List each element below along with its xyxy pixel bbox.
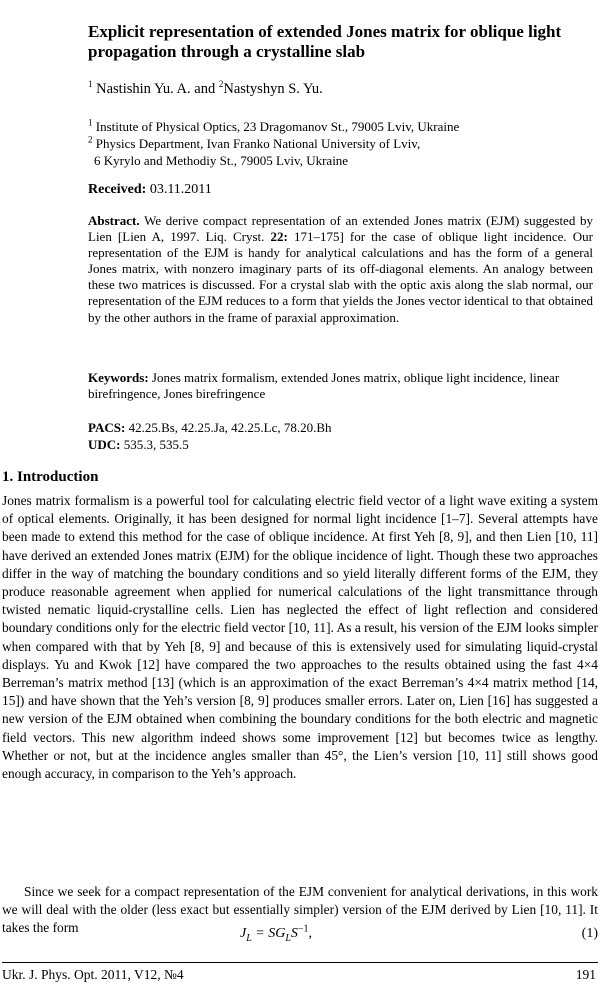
author1-name: Nastishin Yu. A.: [96, 81, 191, 97]
page-number: 191: [575, 967, 596, 982]
keywords: [88, 370, 593, 402]
equation-formula: [240, 923, 313, 944]
intro-paragraph-1: Jones matrix formalism is a powerful tool for calculating electric field vector of a light wave exiting a system of optical elements. Originally, it has been designed for normal light incidence [1–7]. Several attempts have been made to extend this method for the case of oblique incidence. At first Yeh [8, 9], and then Lien [10, 11] have derived an extended Jones matrix (EJM) for the oblique incidence of light. Though these two approaches differ in the way of matching the boundary conditions and so yield literally different forms of the EJM, they produce reasonable agreement when applied for numerical calculations of the light transmittance through twisted nematic liquid-crystalline cells. Lien has neglected the effect of light reflection and considered boundary conditions only for the electric field vector [10, 11]. As a result, his version of the EJM looks simpler when compared with that by Yeh [8, 9] and because of this is extensively used for simulating liquid-crystal displays. Yu and Kwok [12] have compared the two approaches to the results obtained using the fast 4×4 Berreman’s matrix method [13] (which is an approximation of the exact Berreman’s 4×4 matrix method [14, 15]) and have shown that the Yeh’s version [8, 9] produces smaller errors. Later on, Lien [16] has suggested a new version of the EJM obtained when combining the boundary conditions for the both electric and magnetic field vectors. This new algorithm indeed shows some improvement [12] but becomes twice as lengthy. Whether or not, but at the incidence angles smaller than 45°, the Lien’s version [10, 11] still shows good enough accuracy, in comparison to the Yeh’s approach.: [2, 493, 598, 782]
pacs-line: [88, 420, 332, 437]
affil1-text: Institute of Physical Optics, 23 Dragomanov St., 79005 Lviv, Ukraine: [95, 119, 460, 134]
abstract: [88, 213, 593, 326]
footer-divider: [2, 962, 598, 963]
equation-1: [0, 923, 600, 946]
abstract-volume: 22:: [270, 229, 288, 245]
affiliation-2-address: 6 Kyrylo and Methodiy St., 79005 Lviv, Ukraine: [94, 153, 349, 168]
udc-line: [88, 437, 332, 454]
keywords-label: Keywords:: [88, 370, 149, 385]
received-date: [88, 182, 212, 198]
affiliation-2: [88, 135, 593, 152]
abstract-text-b: 171–175] for the case of oblique light incidence. Our representation of the EJM is handy for analytical calculations and has the form of a general Jones matrix, with nonzero imaginary parts of its off-diagonal elements. An analogy between these two matrices is discussed. For a crystal slab with the optic axis along the slab normal, our representation of the EJM reduces to a form that yields the Jones vector identical to that obtained by the other authors in the frame of paraxial approximation.: [88, 229, 593, 325]
udc-text: 535.3, 535.5: [123, 436, 189, 452]
affiliations: [88, 118, 593, 169]
pacs-label: PACS:: [88, 420, 126, 435]
keywords-text: Jones matrix formalism, extended Jones matrix, oblique light incidence, linear birefringence, Jones birefringence: [88, 370, 560, 402]
abstract-text-a: We derive compact representation of an extended Jones matrix (EJM) suggested by Lien [Lien A, 1997. Liq. Cryst.: [88, 213, 594, 245]
udc-label: UDC:: [88, 436, 121, 452]
intro-paragraph-2: Since we seek for a compact representation of the EJM convenient for analytical derivations, in this work we will deal with the older (less exact but essentially simpler) version of the EJM derived by Lien [10, 11]. It takes the form: [2, 884, 598, 936]
authors-and: and: [194, 81, 216, 97]
equation-rendered: $J_L = SG_LS^{-1}$,: [240, 923, 313, 944]
affil2-mark: 2: [88, 134, 93, 145]
equation-number: (1): [581, 926, 598, 941]
affil2-text: Physics Department, Ivan Franko National University of Lviv,: [95, 136, 421, 151]
abstract-label: Abstract.: [88, 213, 140, 228]
classification-codes: [88, 420, 332, 453]
author2-affil-mark: 2: [218, 79, 224, 90]
received-value: 03.11.2011: [149, 182, 212, 197]
affiliation-1: [88, 118, 593, 135]
author1-affil-mark: 1: [88, 79, 93, 90]
authors: [88, 80, 323, 98]
pacs-text: 42.25.Bs, 42.25.Ja, 42.25.Lc, 78.20.Bh: [128, 420, 332, 435]
affil1-mark: 1: [88, 117, 93, 128]
section-heading: 1. Introduction: [2, 469, 99, 485]
received-label: Received:: [88, 182, 147, 197]
journal-reference: Ukr. J. Phys. Opt. 2011, V12, №4: [2, 967, 184, 982]
paper-title: Explicit representation of extended Jones matrix for oblique light propagation through a crystalline slab: [88, 22, 562, 61]
author2-name: Nastyshyn S. Yu.: [223, 81, 323, 97]
